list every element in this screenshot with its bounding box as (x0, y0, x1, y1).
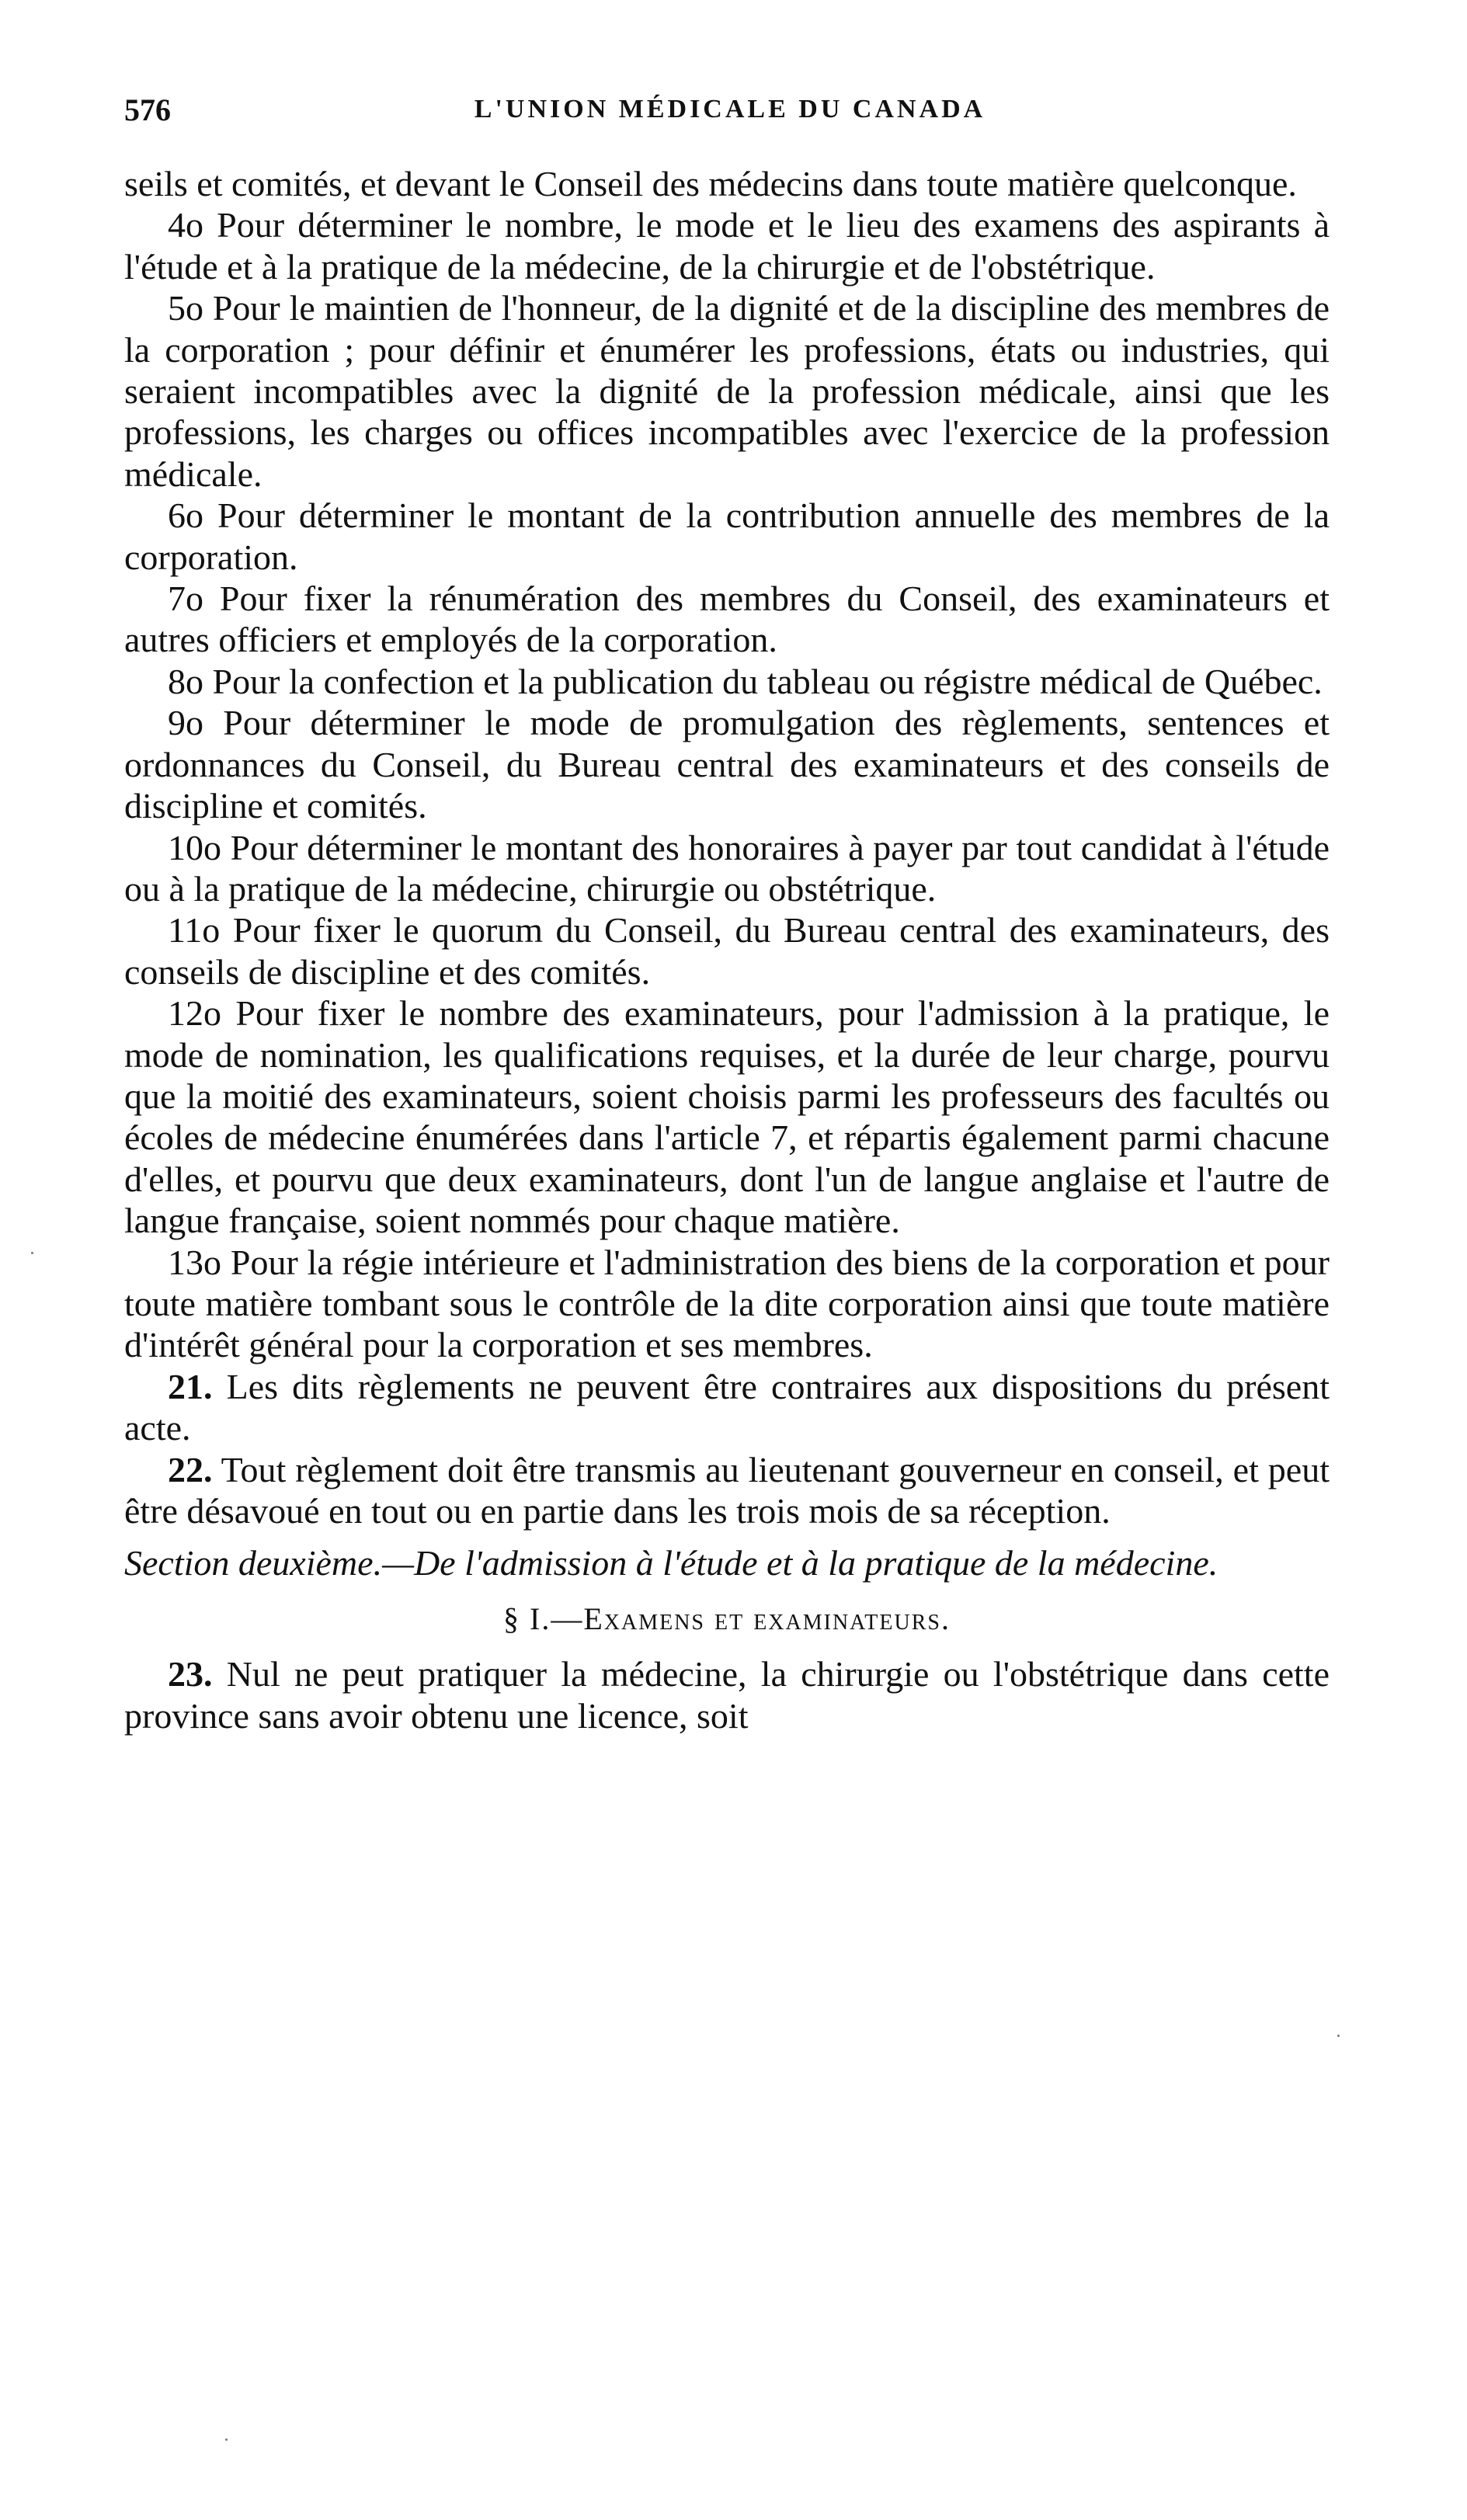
paragraph-item-8: 8o Pour la confection et la publication du tableau ou régistre médical de Québec. (168, 661, 1323, 701)
article-text: Nul ne peut pratiquer la médecine, la chirurgie ou l'obstétrique dans cette province sans avoir obtenu une licence, soit (124, 1654, 1330, 1736)
paragraph-item-11: 11o Pour fixer le quorum du Conseil, du Bureau central des examinateurs, des conseils de discipline et des comités. (124, 910, 1330, 992)
page-number: 576 (124, 92, 171, 127)
article-text: Tout règlement doit être transmis au lieutenant gouverneur en conseil, et peut être désavoué en tout ou en partie dans les trois mois de sa réception. (124, 1449, 1330, 1531)
page-speck (225, 2438, 228, 2441)
paragraph-item-6: 6o Pour déterminer le montant de la contribution annuelle des membres de la corporation. (124, 495, 1330, 577)
article-23 (124, 1653, 1330, 1736)
paragraph-item-9: 9o Pour déterminer le mode de promulgation des règlements, sentences et ordonnances du Conseil, du Bureau central des examinateurs et des conseils de discipline et comités. (124, 703, 1330, 826)
article-21 (124, 1366, 1330, 1449)
paragraph-item-12: 12o Pour fixer le nombre des examinateurs, pour l'admission à la pratique, le mode de nomination, les qualifications requises, et la durée de leur charge, pourvu que la moitié des examinateurs, soient choisis parmi les professeurs des facultés ou écoles de médecine énumérées dans l'article 7, et répartis également parmi chacune d'elles, et pourvu que deux examinateurs, dont l'un de langue anglaise et l'autre de langue française, soient nommés pour chaque matière. (124, 993, 1330, 1241)
paragraph-item-10: 10o Pour déterminer le montant des honoraires à payer par tout candidat à l'étude ou à la pratique de la médecine, chirurgie ou obstétrique. (124, 827, 1330, 909)
paragraph-item-4: 4o Pour déterminer le nombre, le mode et le lieu des examens des aspirants à l'étude et à la pratique de la médecine, de la chirurgie et de l'obstétrique. (124, 205, 1330, 287)
paragraph-item-5: 5o Pour le maintien de l'honneur, de la dignité et de la discipline des membres de la corporation ; pour définir et énumérer les professions, états ou industries, qui seraient incompatibles avec la dignité de la profession médicale, ainsi que les professions, les charges ou offices incompatibles avec l'exercice de la profession médicale. (124, 288, 1330, 494)
article-number: 22. (168, 1449, 213, 1489)
subsection-heading: § I.—Examens et examinateurs. (503, 1601, 951, 1636)
running-head: L'UNION MÉDICALE DU CANADA (474, 95, 986, 123)
page-speck (1337, 2035, 1340, 2037)
paragraph-item-7: 7o Pour fixer la rénumération des membres du Conseil, des examinateurs et autres officiers et employés de la corporation. (124, 579, 1330, 660)
article-22 (124, 1449, 1330, 1532)
page-header (124, 92, 1336, 138)
section-heading: Section deuxième.—De l'admission à l'étude et à la pratique de la médecine. (124, 1543, 1218, 1583)
paragraph-continuation: seils et comités, et devant le Conseil des médecins dans toute matière quelconque. (124, 164, 1297, 203)
article-text: Les dits règlements ne peuvent être contraires aux dispositions du présent acte. (124, 1366, 1330, 1448)
article-number: 21. (168, 1366, 213, 1406)
paragraph-item-13: 13o Pour la régie intérieure et l'administration des biens de la corporation et pour toute matière tombant sous le contrôle de la dite corporation ainsi que toute matière d'intérêt général pour la corporation et ses membres. (124, 1242, 1330, 1365)
body-text (124, 163, 1330, 1736)
article-number: 23. (168, 1654, 213, 1694)
page-speck (31, 1252, 33, 1254)
